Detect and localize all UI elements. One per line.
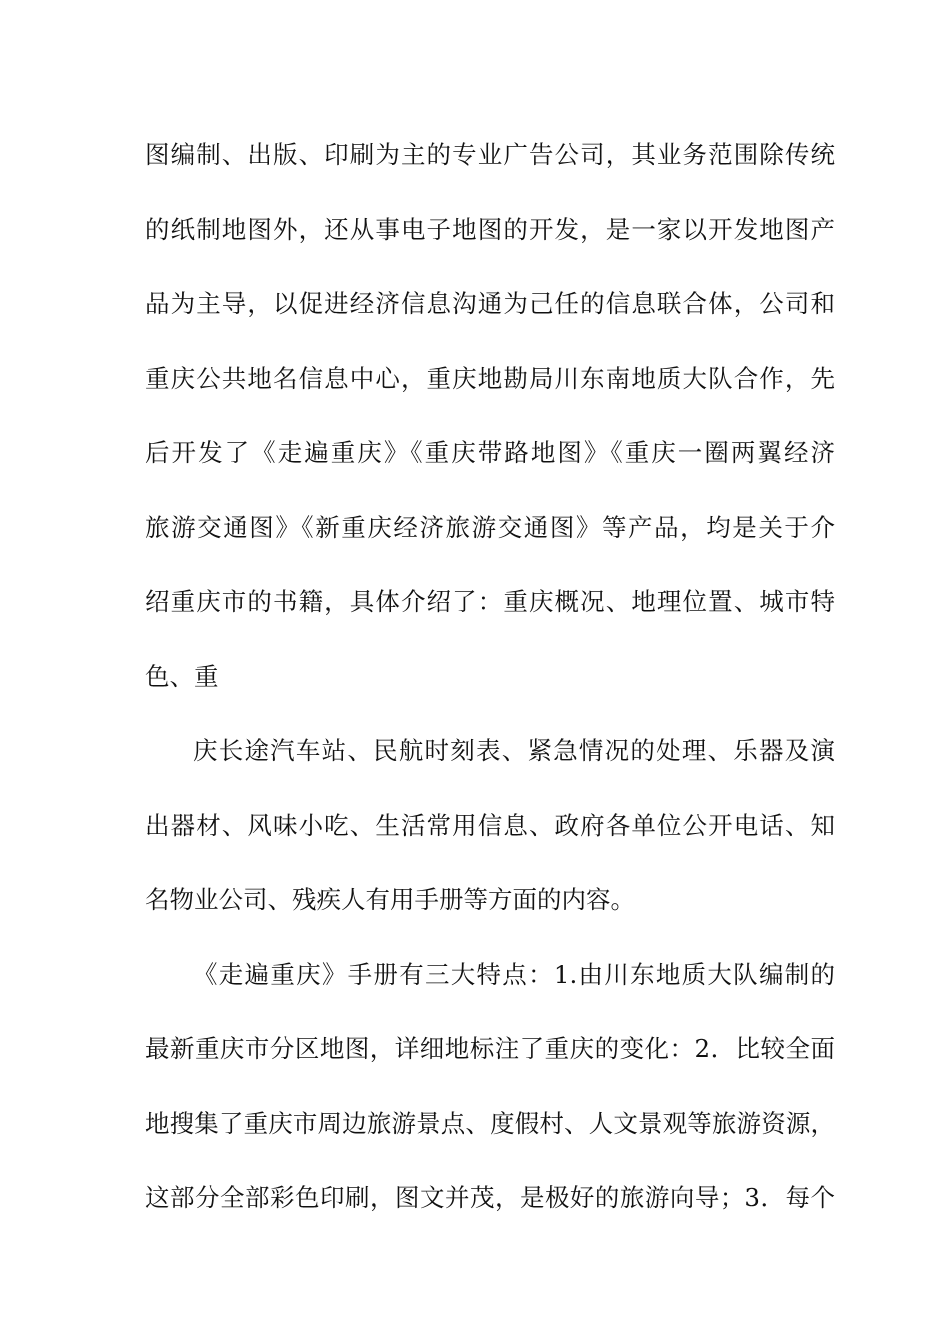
text-line-8: 色、重: [145, 661, 219, 691]
text-line-1: 图编制、出版、印刷为主的专业广告公司，其业务范围除传统: [145, 140, 835, 169]
text-line-12: 《走遍重庆》手册有三大特点：1.由川东地质大队编制的: [193, 959, 835, 989]
text-line-13: 最新重庆市分区地图，详细地标注了重庆的变化：2．比较全面: [145, 1034, 835, 1063]
text-line-6: 旅游交通图》《新重庆经济旅游交通图》等产品，均是关于介: [145, 512, 835, 542]
text-line-9: 庆长途汽车站、民航时刻表、紧急情况的处理、乐器及演: [193, 736, 835, 765]
text-line-15: 这部分全部彩色印刷，图文并茂，是极好的旅游向导；3．每个: [145, 1183, 835, 1212]
body-text: [145, 131, 835, 1249]
text-line-11: 名物业公司、残疾人有用手册等方面的内容。: [145, 885, 635, 914]
text-line-7: 绍重庆市的书籍，具体介绍了：重庆概况、地理位置、城市特: [145, 587, 835, 616]
text-line-3: 品为主导，以促进经济信息沟通为己任的信息联合体，公司和: [145, 289, 835, 318]
text-line-4: 重庆公共地名信息中心，重庆地勘局川东南地质大队合作，先: [145, 363, 835, 393]
text-line-2: 的纸制地图外，还从事电子地图的开发，是一家以开发地图产: [145, 214, 835, 244]
text-line-14: 地搜集了重庆市周边旅游景点、度假村、人文景观等旅游资源，: [145, 1108, 835, 1138]
text-line-10: 出器材、风味小吃、生活常用信息、政府各单位公开电话、知: [145, 810, 835, 840]
text-line-5: 后开发了《走遍重庆》《重庆带路地图》《重庆一圈两翼经济: [145, 438, 835, 467]
